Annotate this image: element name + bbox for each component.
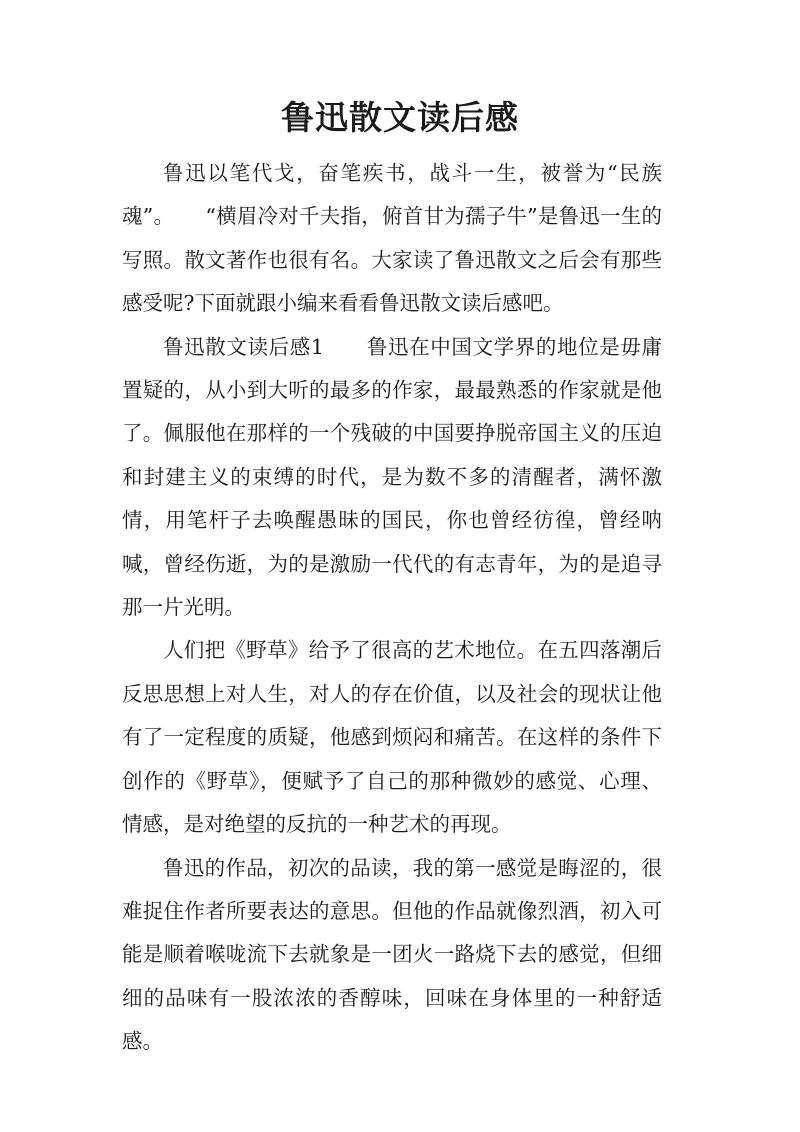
paragraph-1: 鲁迅散文读后感1 鲁迅在中国文学界的地位是毋庸置疑的，从小到大听的最多的作家，最最熟悉的作家就是他了。佩服他在那样的一个残破的中国要挣脱帝国主义的压迫和封建主义的束缚的时代，是为数不多的清醒者，满怀激情，用笔杆子去唤醒愚昧的国民，你也曾经彷徨，曾经呐喊，曾经伤逝，为的是激励一代代的有志青年，为的是追寻那一片光明。	[122, 334, 662, 620]
paragraph-intro: 鲁迅以笔代戈，奋笔疾书，战斗一生，被誉为“民族魂”。 “横眉冷对千夫指，俯首甘为孺子牛”是鲁迅一生的写照。散文著作也很有名。大家读了鲁迅散文之后会有那些感受呢?下面就跟小编来看看鲁迅散文读后感吧。	[122, 161, 662, 316]
document-title: 鲁迅散文读后感	[281, 98, 519, 137]
paragraph-2: 人们把《野草》给予了很高的艺术地位。在五四落潮后反思思想上对人生，对人的存在价值，以及社会的现状让他有了一定程度的质疑，他感到烦闷和痛苦。在这样的条件下创作的《野草》，便赋予了自己的那种微妙的感觉、心理、情感，是对绝望的反抗的一种艺术的再现。	[122, 638, 662, 837]
document-body	[122, 152, 662, 1064]
paragraph-3: 鲁迅的作品，初次的品读，我的第一感觉是晦涩的，很难捉住作者所要表达的意思。但他的作品就像烈酒，初入可能是顺着喉咙流下去就象是一团火一路烧下去的感觉，但细细的品味有一股浓浓的香醇味，回味在身体里的一种舒适感。	[122, 855, 662, 1054]
